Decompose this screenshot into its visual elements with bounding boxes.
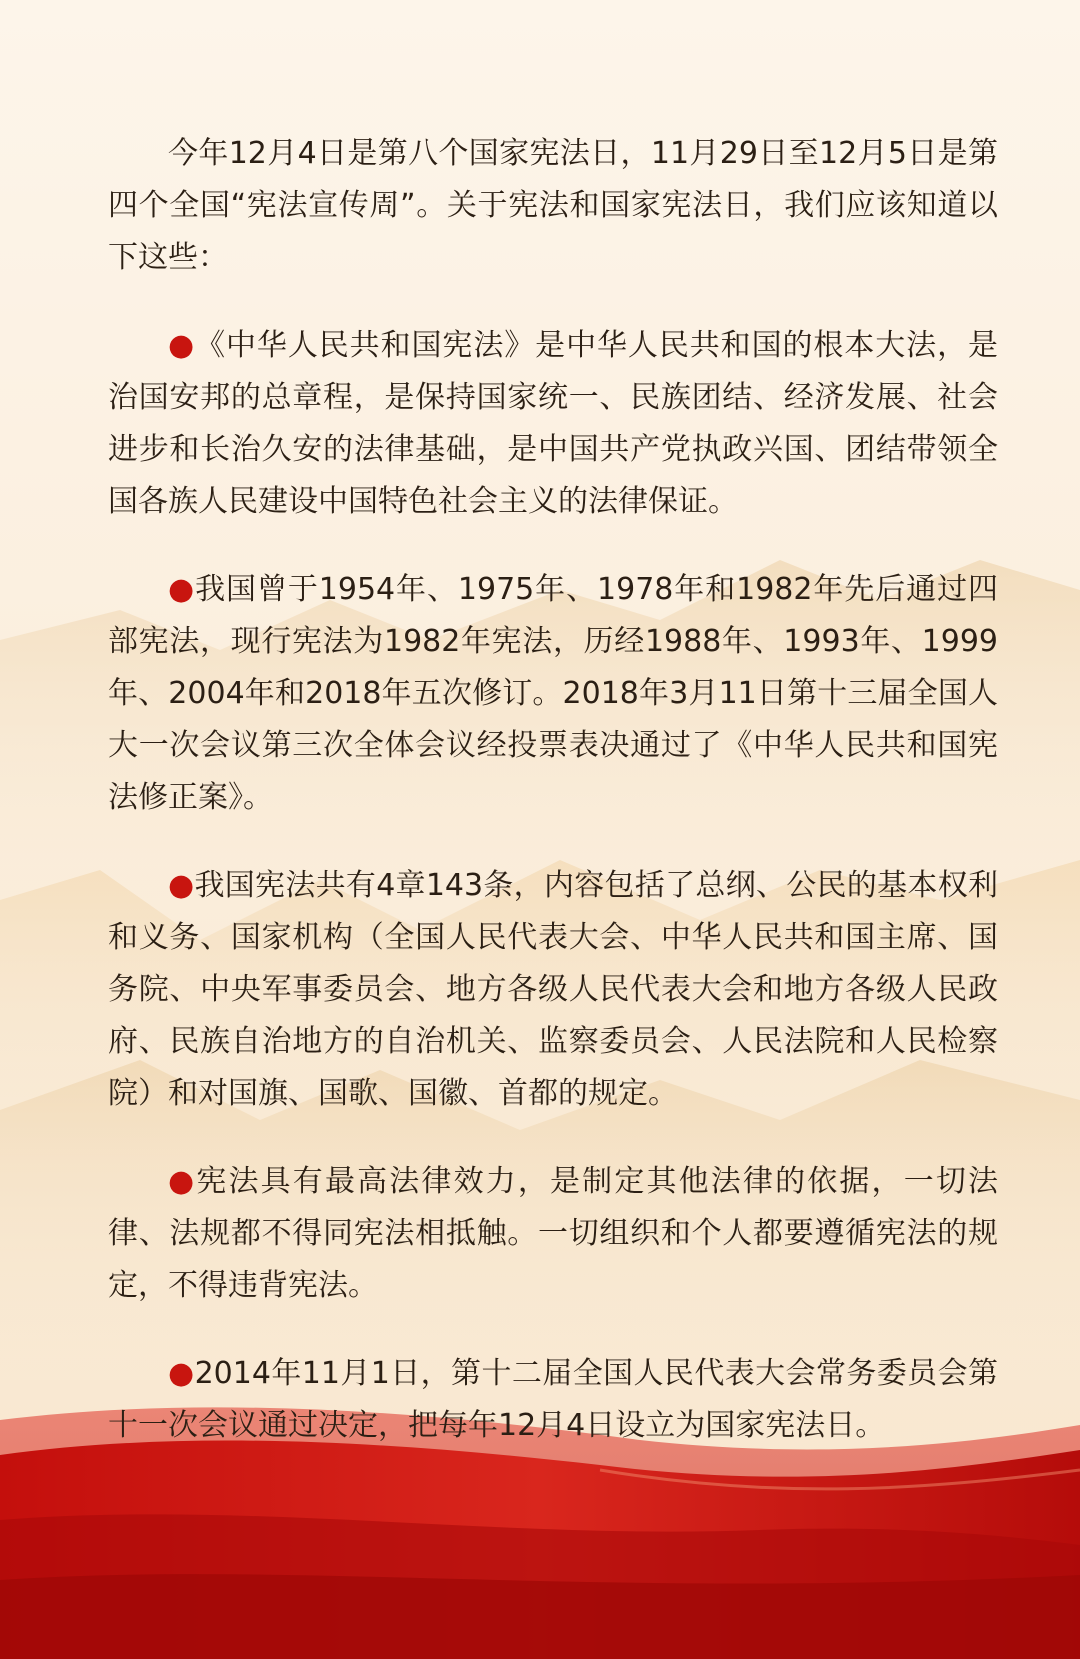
bullet-icon: ● — [168, 1164, 197, 1199]
article-body — [108, 128, 998, 1488]
point-4-text: 宪法具有最高法律效力，是制定其他法律的依据，一切法律、法规都不得同宪法相抵触。一切组织和个人都要遵循宪法的规定，不得违背宪法。 — [108, 1164, 999, 1303]
bullet-icon: ● — [168, 868, 195, 903]
point-1-paragraph — [108, 320, 998, 528]
bullet-icon: ● — [168, 1356, 195, 1391]
point-2-paragraph — [108, 564, 998, 824]
point-3-paragraph — [108, 860, 998, 1120]
intro-paragraph: 今年12月4日是第八个国家宪法日，11月29日至12月5日是第四个全国“宪法宣传周”。关于宪法和国家宪法日，我们应该知道以下这些： — [108, 136, 998, 275]
point-1-text: 《中华人民共和国宪法》是中华人民共和国的根本大法，是治国安邦的总章程，是保持国家统一、民族团结、经济发展、社会进步和长治久安的法律基础，是中国共产党执政兴国、团结带领全国各族人民建设中国特色社会主义的法律保证。 — [108, 328, 998, 519]
point-2-text: 我国曾于1954年、1975年、1978年和1982年先后通过四部宪法，现行宪法为1982年宪法，历经1988年、1993年、1999年、2004年和2018年五次修订。2018年3月11日第十三届全国人大一次会议第三次全体会议经投票表决通过了《中华人民共和国宪法修正案》。 — [108, 572, 999, 815]
point-5-paragraph — [108, 1348, 998, 1452]
point-3-text: 我国宪法共有4章143条，内容包括了总纲、公民的基本权利和义务、国家机构（全国人民代表大会、中华人民共和国主席、国务院、中央军事委员会、地方各级人民代表大会和地方各级人民政府、民族自治地方的自治机关、监察委员会、人民法院和人民检察院）和对国旗、国歌、国徽、首都的规定。 — [108, 868, 998, 1111]
point-5-text: 2014年11月1日，第十二届全国人民代表大会常务委员会第十一次会议通过决定，把每年12月4日设立为国家宪法日。 — [108, 1356, 998, 1443]
bullet-icon: ● — [168, 572, 196, 607]
bullet-icon: ● — [168, 328, 196, 363]
point-4-paragraph — [108, 1156, 998, 1312]
